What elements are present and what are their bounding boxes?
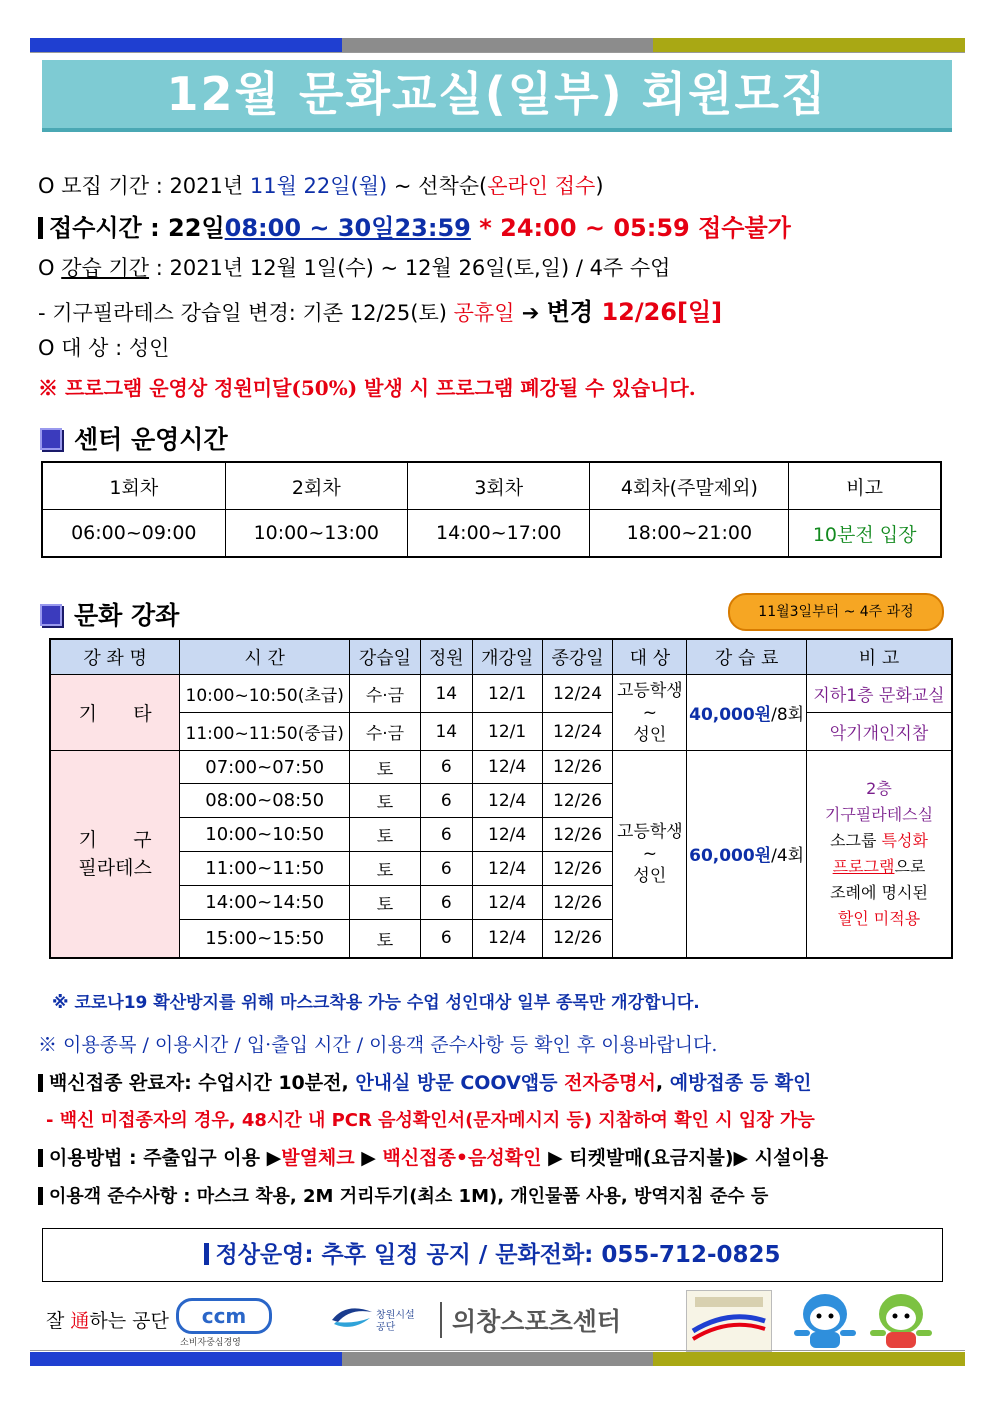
reception-label: 접수시간 : 22일 (49, 214, 225, 242)
vaccine-b: 안내실 방문 COOV앱등 (355, 1072, 565, 1094)
table-cell: 토 (350, 751, 421, 784)
method-e: ▶ 티켓발매(요금지불)▶ 시설이용 (541, 1147, 829, 1169)
table-cell: 토 (350, 784, 421, 818)
table-cell: 12/4 (472, 920, 542, 958)
table-cell: 12/26 (542, 818, 613, 852)
pilates-target (613, 751, 687, 958)
mascot-blue-icon (790, 1290, 860, 1352)
fee-amount: 40,000원 (689, 705, 772, 725)
table-cell: 12/1 (472, 713, 542, 751)
frame-line (30, 1350, 965, 1351)
method-vaccine: 백신접종•음성확인 (382, 1147, 542, 1169)
table-cell: 6 (420, 852, 472, 886)
guitar-fee (687, 675, 807, 751)
table-cell: 08:00~08:50 (180, 784, 350, 818)
target-line: 고등학생 (617, 821, 683, 842)
certificate-seal-icon (686, 1290, 772, 1352)
slogan-c: 하는 공단 (89, 1310, 169, 1332)
note-e: 조례에 명시된 (830, 882, 928, 902)
target-line: 성인 (633, 865, 667, 886)
table-cell: 6 (420, 920, 472, 958)
guitar-note-1: 지하1층 문화교실 (807, 675, 953, 713)
table-cell: 12/24 (542, 675, 613, 713)
table-cell: 6 (420, 886, 472, 920)
table-cell: 10:00~10:50(초급) (180, 675, 350, 713)
period-text: : 2021년 12월 1일(수) ~ 12월 26일(토,일) / 4주 수업 (149, 256, 671, 280)
hours-value: 18:00~21:00 (590, 510, 789, 558)
recruit-prefix: O 모집 기간 : 2021년 (38, 174, 250, 198)
changed-date: 12/26[일] (601, 298, 723, 326)
table-cell: 14 (420, 713, 472, 751)
target: O 대 상 : 성인 (38, 336, 170, 360)
covid-notice: ※ 코로나19 확산방지를 위해 마스크착용 가능 수업 성인대상 일부 종목만 개강합니다. (52, 993, 700, 1013)
unvaccinated-line: - 백신 미접종자의 경우, 48시간 내 PCR 음성확인서(문자메시지 등) 지참하여 확인 시 입장 가능 (46, 1110, 815, 1131)
reception-closed: * 24:00 ~ 05:59 접수불가 (470, 214, 791, 242)
table-cell: 수·금 (350, 713, 421, 751)
hours-title-text: 센터 운영시간 (74, 425, 228, 454)
table-cell: 수·금 (350, 675, 421, 713)
hours-table (41, 461, 942, 558)
course-header: 비 고 (807, 639, 953, 675)
vaccine-c: 전자증명서 (564, 1072, 656, 1094)
section-icon (40, 604, 62, 626)
course-header: 강 좌 명 (50, 639, 180, 675)
table-cell: 12/26 (542, 886, 613, 920)
changed-label: 변경 (546, 298, 602, 326)
period-label: 강습 기간 (61, 256, 150, 280)
bullet-bar-icon (38, 1149, 43, 1167)
course-section-title (40, 596, 179, 632)
target-line: ~ (642, 843, 657, 864)
pilates-change (38, 292, 722, 327)
usage-notice: ※ 이용종목 / 이용시간 / 입·출입 시간 / 이용객 준수사항 등 확인 후 이용바랍니다. (38, 1034, 718, 1056)
course-table (49, 638, 953, 959)
course-header: 강습일 (350, 639, 421, 675)
recruit-day: (월) (350, 174, 388, 198)
frame-line (30, 52, 965, 53)
ccm-logo: ccm (176, 1298, 272, 1334)
table-cell: 12/26 (542, 784, 613, 818)
holiday-text: 공휴일 (453, 301, 515, 325)
table-cell: 12/26 (542, 852, 613, 886)
course-header: 종강일 (542, 639, 613, 675)
hours-value: 10:00~13:00 (225, 510, 407, 558)
note-floor: 2층 (866, 778, 892, 798)
method-arrow: ▶ (354, 1147, 383, 1169)
table-cell: 토 (350, 920, 421, 958)
note-b: 특성화 (881, 830, 928, 850)
table-cell: 07:00~07:50 (180, 751, 350, 784)
method-line (38, 1143, 828, 1170)
reception-start: 08:00 ~ 30일 (224, 214, 395, 242)
target-line: 고등학생 (617, 680, 683, 701)
mascot-green-icon (866, 1290, 936, 1352)
slogan-a: 잘 (46, 1310, 71, 1332)
corp-swoosh-icon (330, 1302, 374, 1332)
top-color-bar (30, 38, 965, 52)
table-cell: 12/4 (472, 784, 542, 818)
method-a: 이용방법 : 주출입구 이용 ▶ (49, 1147, 282, 1169)
table-cell: 12/26 (542, 751, 613, 784)
table-cell: 11:00~11:50 (180, 852, 350, 886)
table-cell: 12/4 (472, 818, 542, 852)
table-cell: 12/24 (542, 713, 613, 751)
bullet-bar-icon (38, 1187, 43, 1205)
vaccine-e: 예방접종 등 확인 (669, 1072, 812, 1094)
course-header: 대 상 (613, 639, 687, 675)
hours-section-title (40, 420, 228, 456)
vaccine-line (38, 1068, 811, 1095)
table-cell: 토 (350, 886, 421, 920)
vaccine-d: , (655, 1072, 670, 1094)
pilates-name-2: 필라테스 (78, 856, 152, 879)
lesson-period (38, 252, 670, 282)
target-line: ~ (642, 702, 657, 723)
bottom-notice (42, 1228, 943, 1282)
bottom-notice-text: 정상운영: 추후 일정 공지 / 문화전화: 055-712-0825 (215, 1242, 781, 1268)
logo-divider (440, 1302, 442, 1338)
hours-header: 4회차(주말제외) (590, 462, 789, 510)
guitar-target (613, 675, 687, 751)
guitar-note-2: 악기개인지참 (807, 713, 953, 751)
table-cell: 14 (420, 675, 472, 713)
course-name-guitar: 기 타 (50, 675, 180, 751)
target-line: 성인 (633, 724, 667, 745)
table-cell: 15:00~15:50 (180, 920, 350, 958)
arrow-icon: ➔ (514, 301, 547, 325)
corp-name: 창원시설공단 (376, 1310, 415, 1333)
online-reception: 온라인 접수 (487, 174, 596, 198)
change-text: - 기구필라테스 강습일 변경: 기존 12/25(토) (38, 301, 454, 325)
table-cell: 12/1 (472, 675, 542, 713)
pilates-fee (687, 751, 807, 958)
course-header: 시 간 (180, 639, 350, 675)
course-header: 강 습 료 (687, 639, 807, 675)
reception-end: 23:59 (394, 214, 471, 242)
method-fever: 발열체크 (281, 1147, 355, 1169)
fee-unit: /4회 (771, 846, 805, 867)
course-title-text: 문화 강좌 (74, 601, 180, 630)
fee-unit: /8회 (771, 705, 805, 725)
table-cell: 11:00~11:50(중급) (180, 713, 350, 751)
slogan (46, 1306, 169, 1333)
hours-value: 14:00~17:00 (408, 510, 590, 558)
note-d: 으로 (894, 856, 926, 876)
slogan-b: 通 (70, 1310, 90, 1332)
course-name-pilates (50, 751, 180, 958)
table-cell: 토 (350, 852, 421, 886)
note-c: 프로그램 (832, 856, 895, 876)
hours-value: 06:00~09:00 (42, 510, 225, 558)
table-cell: 12/4 (472, 852, 542, 886)
recruit-end: ) (595, 174, 604, 198)
bullet-bar-icon (204, 1243, 209, 1265)
ccm-sub: 소비자중심경영 (180, 1338, 241, 1348)
table-cell: 12/4 (472, 751, 542, 784)
vaccine-a: 백신접종 완료자: 수업시간 10분전, (49, 1072, 356, 1094)
course-period-badge: 11월3일부터 ~ 4주 과정 (728, 593, 944, 631)
table-cell: 토 (350, 818, 421, 852)
fee-amount: 60,000원 (689, 846, 772, 867)
course-header: 정원 (420, 639, 472, 675)
bottom-color-bar (30, 1352, 965, 1366)
hours-note: 10분전 입장 (789, 510, 941, 558)
hours-header: 비고 (789, 462, 941, 510)
table-cell: 12/4 (472, 886, 542, 920)
recruit-date: 11월 22일 (249, 174, 351, 198)
note-a: 소그룹 (830, 830, 882, 850)
recruit-period (38, 170, 604, 200)
table-cell: 6 (420, 751, 472, 784)
bullet-bar-icon (38, 217, 43, 239)
pilates-note (807, 751, 953, 958)
warning-text: ※ 프로그램 운영상 정원미달(50%) 발생 시 프로그램 폐강될 수 있습니다. (38, 376, 696, 400)
section-icon (40, 428, 62, 450)
table-cell: 14:00~14:50 (180, 886, 350, 920)
hours-header: 3회차 (408, 462, 590, 510)
rules-line (38, 1182, 768, 1208)
table-cell: 6 (420, 784, 472, 818)
course-header: 개강일 (472, 639, 542, 675)
table-cell: 12/26 (542, 920, 613, 958)
center-name: 의창스포츠센터 (452, 1307, 622, 1336)
note-f: 할인 미적용 (837, 908, 921, 928)
hours-header: 1회차 (42, 462, 225, 510)
period-o: O (38, 256, 62, 280)
page-title: 12월 문화교실(일부) 회원모집 (42, 60, 952, 132)
table-cell: 10:00~10:50 (180, 818, 350, 852)
reception-time (38, 208, 791, 243)
pilates-name-1: 기 구 (78, 828, 152, 851)
table-cell: 6 (420, 818, 472, 852)
bullet-bar-icon (38, 1074, 43, 1092)
hours-header: 2회차 (225, 462, 407, 510)
note-room: 기구필라테스실 (824, 804, 934, 824)
recruit-mid: ~ 선착순( (387, 174, 488, 198)
rules-text: 이용객 준수사항 : 마스크 착용, 2M 거리두기(최소 1M), 개인물품 사용, 방역지침 준수 등 (49, 1186, 769, 1207)
